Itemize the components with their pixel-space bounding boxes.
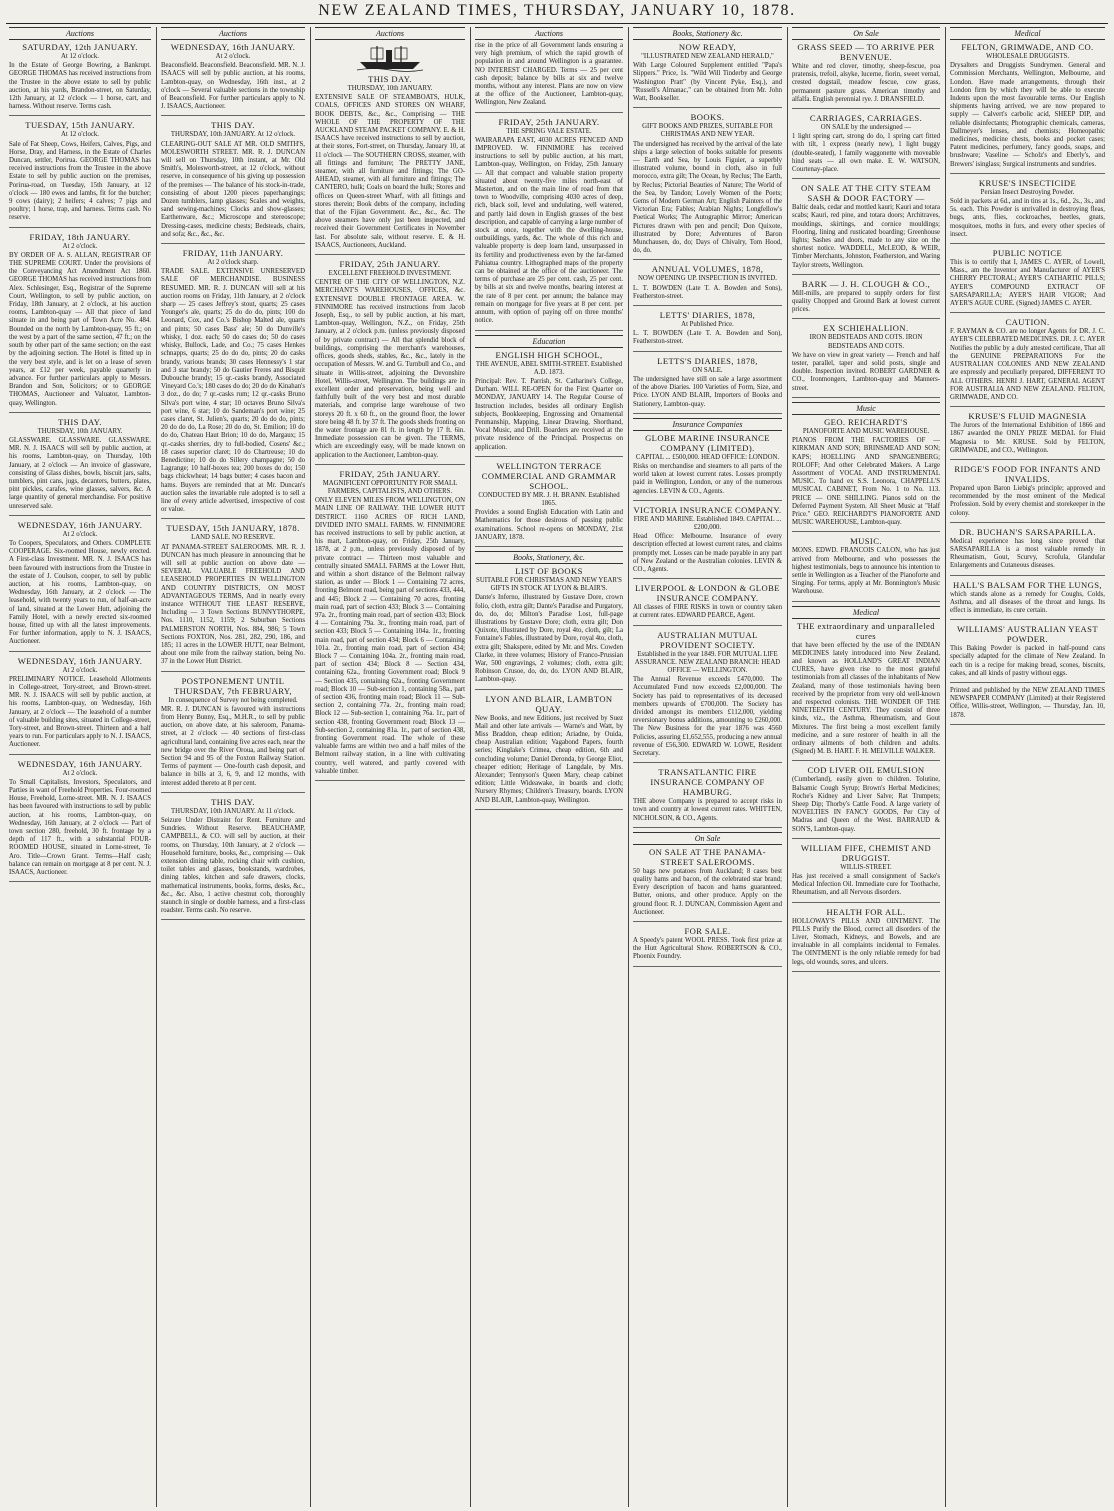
advertisement xyxy=(950,42,1105,174)
advertisement xyxy=(9,759,151,883)
advertisement xyxy=(633,42,782,108)
ad-body: Drysalters and Druggists Sundrymen. General and Commission Merchants, Wellington, Melbourne, and London. Have made arrangements, through their London firm by which they will be able to execute Indents upon the most favourable terms. Our English shipments having arrived, we are now prepared to supply — Calvert's carbolic acid, SHEEP DIP, and reliable disinfectants; Photographic chemicals, cameras, Dallmeyer's lenses, and chemists; Homeopathic medicines, medicine chests, books and pocket cases; Patent medicines, perfumery, fancy goods, soaps, and brushware; Vaseline — Scholz's and Eberly's, and Brewers' isinglass; Surgical instruments and sundries. xyxy=(950,62,1105,168)
masthead-rule xyxy=(6,23,1108,24)
section-header: Insurance Companies xyxy=(633,418,782,431)
ad-title: GEO. REICHARDT'S xyxy=(824,416,908,427)
advertisement xyxy=(475,461,623,547)
ad-title: PUBLIC NOTICE xyxy=(992,248,1063,259)
ad-body: We have on view in great variety — French and half tester, parallel, taper and solid posts, single and double. Inspection invited. ROBERT GARDNER & CO., Ironmongers, Lambton-quay and Manners-street. xyxy=(792,351,940,392)
ad-subtitle: "ILLUSTRATED NEW ZEALAND HERALD," xyxy=(641,53,774,60)
ad-body: (Cumberland), easily given to children. Tolutine, Balsamic Cough Syrup; Brown's Herbal Medicines; Roche's Kidney and Liver Salve; Rat Trumpets; Sheep Dip; Thorby's Cattle Food. A large variety of NOVELTIES IN FANCY GOODS, Per City of Madras and Queen of the West. BARRAUD & SON'S, Lambton-quay. xyxy=(792,776,940,833)
ad-body: Prepared upon Baron Liebig's principle; approved and recommended by the most eminent of the Medical Profession. Sold by every chemist and storekeeper in the colony. xyxy=(950,484,1105,517)
ad-title: ON SALE AT THE CITY STEAM SASH & DOOR FACTORY — xyxy=(801,183,931,204)
ad-body: ONLY ELEVEN MILES FROM WELLINGTON, ON MAIN LINE OF RAILWAY. THE LOWER HUTT DISTRICT. 1160 ACRES OF RICH LAND, DIVIDED INTO SMALL FARMS. W. FINNIMORE has received instructions to sell by public auction, at his mart, Lambton-quay, on Friday, 25th January, 1878, at 2 p.m., unless previously disposed of by private contract — Thirteen most valuable and centrally situated SMALL FARMS at the Lower Hutt, and within a short distance of the Belmont railway station, as under — Block 1 — Containing 72 acres, fronting Belmont road, being part of sections 433, 444, and 445; Block 2 — Containing 70 acres, fronting main road, part of section 433; Block 3 — Containing 97a. 2r., fronting main road, part of section 433; Block 4 — Containing 79a. 3r., fronting main road, part of section 433; Block 5 — Containing 104a. 1r., fronting main road, part of section 434; Block 6 — Containing 101a. 2r., fronting main road, part of section 434; Block 7 — Containing 104a. 2r., fronting main road, part of section 434; Block 8 — Section 434, containing 62a., fronting Government road; Block 9 — Section 435, containing 62a., fronting Government road; Block 10 — Sub-section 1, containing 58a., part of section 436, fronting main road; Block 11 — Sub-section 2, containing 77a. 2r., fronting main road; Block 12 — Sub-section 1, containing 76a. 1r., part of section 438, fronting Government road; Block 13 — Sub-section 2, containing 81a. 1r., part of section 438, fronting Government road. The whole of these valuable farms are within two and a half miles of the Belmont railway station, in a line with cultivating country, well watered, and partly covered with valuable timber. xyxy=(315,497,465,775)
advertisement xyxy=(633,310,782,352)
ad-title: WEDNESDAY, 16th JANUARY. xyxy=(17,655,143,666)
ad-title: BARK — J. H. CLOUGH & CO., xyxy=(801,278,931,289)
ad-title: TUESDAY, 15th JANUARY. xyxy=(25,120,135,131)
section-header: On Sale xyxy=(633,832,782,845)
advertisement xyxy=(792,323,940,397)
advertisement xyxy=(633,630,782,764)
ad-title: WILLIAMS' AUSTRALIAN YEAST POWDER. xyxy=(956,624,1098,645)
column-3 xyxy=(312,27,468,1507)
advertisement xyxy=(161,676,305,793)
ad-body: Medical experience has long since proved that SARSAPARILLA is a most valuable remedy in Rheumatism, Gout, Scurvy, Scrofula, Glandular Enlargements and Cutaneous diseases. xyxy=(950,537,1105,570)
ad-body: Sold in packets at 6d., and in tins at 1s., 6d., 2s., 3s., and 5s. each. This Powder is unrivalled in destroying fleas, bugs, ants, flies, cockroaches, beetles, gnats, mosquitoes, moths in furs, and every other species of insect. xyxy=(950,198,1105,238)
ad-body: L. T. BOWDEN (Late T. A. Bowden and Sons), Featherston-street. xyxy=(633,284,782,300)
ad-body: F. RAYMAN & CO. are no longer Agents for DR. J. C. AYER'S CELEBRATED MEDICINES. DR. J. C. AYER Notifies the public by a duly attested certificate, That all the GENUINE PREPARATIONS For the AUSTRALIAN COLONIES AND NEW ZEALAND are expressly and peculiarly prepared, DIFFERENT TO ALL OTHERS. HENRI J. HART, GENERAL AGENT FOR AUSTRALIA AND NEW ZEALAND. FELTON, GRIMWADE, AND CO. xyxy=(950,328,1105,401)
advertisement xyxy=(633,433,782,501)
ad-body: Baltic deals, cedar and mottled kauri; Kauri and totara scabs; Kauri, red pine, and totara doors; Architraves, mouldings, skirtings, and cornice mouldings; Flooring, lining and rusticated boarding; Greenhouse lights; Sashes and doors, made to any size on the shortest notice. WADDELL, McLEOD, & WEIR, Timber Merchants, Johnston, Featherston, and Waring Taylor streets, Wellington. xyxy=(792,204,940,269)
ad-body: Mill-mills, are prepared to supply orders for first quality Chopped and Ground Bark at lowest current prices. xyxy=(792,289,940,314)
ad-title: EX SCHIEHALLION. xyxy=(823,323,909,334)
ad-body: In the Estate of George Bowring, a Bankrupt. GEORGE THOMAS has received instructions from the Trustee in the above estate to sell by public auction, at his yards, Brandon-street, on Saturday, 12th January, at 12 o'clock — 1 horse, cart, and harness. Without reserve. Terms cash. xyxy=(9,62,151,111)
ad-subtitle: At 2 o'clock. xyxy=(62,530,98,538)
ad-body: Printed and published by the NEW ZEALAND TIMES NEWSPAPER COMPANY (Limited) at their Registered Office, Willis-street, Wellington, — Thursday, Jan. 10, 1878. xyxy=(950,686,1105,719)
ad-subtitle: At 2 o'clock. xyxy=(62,769,98,777)
ad-title: GLOBE MARINE INSURANCE COMPANY (LIMITED). xyxy=(645,432,770,453)
ad-body: Seizure Under Distraint for Rent. Furniture and Sundries. Without Reserve. BEAUCHAMP, CAMPBELL, & CO. will sell by auction, at their rooms, on Thursday, 10th January, at 2 o'clock — Household furniture, books, &c., comprising — Oak extension dining table, rocking chair with cushion, toilet tables and glasses, bookstands, wardrobes, dining tables, kitchen and safe drawers, clocks, mathematical instruments, books, forms, desks, &c., &c., &c. Also, 1 active chestnut cob, thoroughly staunch in single or double harness, and a first-class roadster. Terms cash. No reserve. xyxy=(161,817,305,915)
ad-title: COD LIVER OIL EMULSION xyxy=(807,765,925,776)
section-header: Auctions xyxy=(9,27,151,40)
advertisement xyxy=(315,74,465,255)
ad-body: TRADE SALE. EXTENSIVE UNRESERVED SALE OF MERCHANDISE. BUSINESS RESUMED. MR. R. J. DUNCAN will sell at his auction rooms on Friday, 11th January, at 2 o'clock sharp — 25 cases Jeffrey's stout, quarts; 25 cases Younger's ale, quarts; 25 do do do, pints; 100 do Leonard, Cox, and Co.'s Bishop Malted ale, quarts and pints; 50 cases Bass' ale; 50 do Dunville's whisky, 1 doz. each; 50 do cases do; 50 do cases whisky, Bullock, Lade, and Co.; 75 cases Henkes schnapps, quarts; 25 do do do, pints; 20 do casks brandy, various brands; 30 cases Hennessy's 1 star and 3 star brandy; 50 do Gautier Freres and Bisquit Dubouche brandy; 15 qr.-casks brandy, Associated Vineyard Co.'s; 180 cases do do; 20 do do Kinahan's 3 doz., do do; 7 qr.-casks rum; 12 qr.-casks Bruno Silva's port wine, 4 star; 10 octaves Bruno Silva's port wine, 6 star; 10 do Sandeman's port wine; 25 cases claret, St. Julien's, quarts; 20 do do do, pints; 20 do do do, La Rose; 20 do do, St. Emilion; 10 do do do, Chateau Haut Brion; 10 do do, Margaux; 15 qr.-casks sherries, dry to full-bodied, Cosens' &c.; 18 cases superior claret; 10 do Chartreuse; 10 do Benedictine; 10 do do Sillery champagne; 50 do Lagrange; 10 half-boxes tea; 200 boxes do do; 150 bags chickwheat; 14 bags butter; 4 cases bacon and hams. Buyers are reminded that at Mr. Duncan's auction sales the invariable rule adopted is to sell a line of every article advertised, irrespective of cost or value. xyxy=(161,268,305,514)
ad-subtitle: At 2 o'clock. xyxy=(62,242,98,250)
advertisement xyxy=(792,113,940,179)
ad-title: ENGLISH HIGH SCHOOL, xyxy=(495,349,603,360)
advertisement xyxy=(161,42,305,116)
ad-body: 1 light spring cart, strong do do, 1 spring cart fitted with tilt, 1 express (nearly new), 1 light buggy (double-seated), 1 family waggonette with moveable hind seats — all own make. E. W. WATSON, Courtenay-place. xyxy=(792,133,940,174)
ad-body: EXTENSIVE SALE OF STEAMBOATS, HULK, COALS, OFFICES AND STORES ON WHARF, BOOK DEBTS, &c., &c., Comprising — THE WHOLE OF THE PROPERTY OF THE AUCKLAND STEAM PACKET COMPANY. E. & H. ISAACS have received instructions to sell by auction, at their stores, Fort-street, on Thursday, January 10, at 11 o'clock — The SOUTHERN CROSS, steamer, with all fittings and furniture; The PRETTY JANE, steamer, with all furniture and fittings; The GO-AHEAD, steamer, with all furniture and fittings; The CANTERO, hulk; Coals on board the hulk; Stores and offices on Queen-street Wharf, with all fittings and stores therein; Book debts of the company, including that of the Fijian Government. &c., &c., &c. The above steamers have only just been inspected, and received their Government Certificates in November last. For absolute sale, without reserve. E. & H. ISAACS, Auctioneers, Auckland. xyxy=(315,94,465,249)
column-rule xyxy=(470,27,471,1507)
ad-subtitle: THURSDAY, 10th JANUARY. xyxy=(347,85,433,92)
ad-title: AUSTRALIAN MUTUAL PROVIDENT SOCIETY. xyxy=(657,629,758,650)
ad-body: CENTRE OF THE CITY OF WELLINGTON, N.Z. MERCHANT'S WAREHOUSES, OFFICES, &c. EXTENSIVE DOUBLE FRONTAGE AREA. W. FINNIMORE has received instructions from Jacob Joseph, Esq., to sell by public auction, at his mart, Lambton-quay, Wellington, N.Z., on Friday, 25th January, at 2 o'clock p.m. (unless previously disposed of by private contract) — All that splendid block of buildings, comprising the merchant's warehouses, offices, goods sheds, stables, &c., &c., lately in the occupation of Messrs. W. and G. Turnbull and Co., and situate in Willis-street, adjoining the Devonshire Hotel, Willis-street, Wellington. The buildings are in excellent order and preservation, being well and faithfully built of the very best and most durable materials, and comprise large warehouse of two storeys 20 ft. x 60 ft., on the ground floor, the lower store being 48 ft. by 37 ft. The goods sheds fronting on the water frontage are 81 ft. in length by 17 ft. 6in. Immediate possession can be given. The TERMS, which are exceedingly easy, will be made known on application to the Auctioneer, Lambton-quay. xyxy=(315,279,465,459)
advertisement xyxy=(475,566,623,690)
ad-subtitle: THURSDAY, 10th JANUARY. xyxy=(37,427,123,435)
ad-title: CAUTION. xyxy=(1005,317,1050,328)
ad-subtitle: At 2 o'clock sharp. xyxy=(207,259,259,267)
advertisement xyxy=(950,411,1105,460)
ad-body: The undersigned have still on sale a large assortment of the above Diaries. 100 Varieties of Form, Size, and Price. LYON AND BLAIR, Importers of Books and Stationery, Lambton-quay. xyxy=(633,375,782,408)
ad-title: LIVERPOOL & LONDON & GLOBE INSURANCE COMPANY. xyxy=(635,583,780,604)
ad-body: New Books, and new Editions, just received by Suez Mail and other late arrivals — Warne's and Watt, by Miss Braddon, cheap edition; Ariadne, by Ouida, cheap Australian edition; Vagabond Papers, fourth series; Kinglake's Crimea, cheap edition, 6th and concluding volume; Daniel Deronda, by George Eliot, cheaper edition; Heritage of Langdale, by Mrs. Alexander; Tennyson's Queen Mary, cheap cabinet edition; Little Wideawake, in boards and cloth; Nursery Rhymes; Children's Treasury, boards. LYON AND BLAIR, Lambton-quay, Wellington. xyxy=(475,714,623,804)
ad-title: LETTS'S DIARIES, 1878, xyxy=(657,355,758,366)
ad-body: MONS. EDWD. FRANCOIS CALON, who has just arrived from Melbourne, and who possesses the highest testimonials, begs to announce his intention to settle in Wellington as a Teacher of the Pianoforte and Singing. For terms, apply at Mr. Bonnington's Music Warehouse. xyxy=(792,547,940,596)
ad-body: which stands alone as a remedy for Coughs, Colds, Asthma, and all diseases of the throat and lungs. Its effect is immediate, its cure certain. xyxy=(950,590,1105,614)
column-2 xyxy=(158,27,308,1507)
column-1 xyxy=(6,27,154,1507)
ad-subtitle: In consequence of Survey not being completed. xyxy=(168,696,298,704)
ad-body: WAIRARAPA EAST, 4030 ACRES FENCED AND IMPROVED. W. FINNIMORE has received instructions to sell by public auction, at his mart, Lambton-quay, Wellington, on Friday, 25th January — All that compact and valuable station property situated about twenty-five miles north-east of Masterton, and on the main line of road from that town to Woodville, comprising 4030 acres of deep, rich, black soil, level and undulating, well watered, and partly laid down in English grasses of the best description, and capable of carrying a large number of stock at once, together with the dwelling-house, outbuildings, yards, &c. The whole of this rich and valuable property is deep loam land, unsurpassed in its fertility and productiveness even by the far-famed Pahiatua country. Lithographed maps of the property can be obtained at the office of the auctioneer. The terms of purchase are 25 per cent. cash, 25 per cent. by bills at six and twelve months, bearing interest at the rate of 8 per cent. per annum; the balance may remain on mortgage for five years at 8 per cent. per annum, with option of paying off on three months' notice. xyxy=(475,136,623,325)
advertisement xyxy=(161,120,305,244)
advertisement xyxy=(633,112,782,260)
ad-title: CARRIAGES, CARRIAGES. xyxy=(809,113,923,124)
advertisement xyxy=(792,417,940,532)
ad-title: FELTON, GRIMWADE, AND CO. xyxy=(961,42,1094,52)
column-5 xyxy=(630,27,785,1507)
ad-title: WEDNESDAY, 16th JANUARY. xyxy=(17,519,143,530)
ad-body: This Baking Powder is packed in half-pound cans specially adapted for the climate of New Zealand. In each tin is a recipe for making bread, scones, biscuits, cakes, and all kinds of pastry without eggs. xyxy=(950,645,1105,677)
ad-body: A Speedy's patent WOOL PRESS. Took first prize at the Hutt Agricultural Show. ROBERTSON & CO., Phoenix Foundry. xyxy=(633,937,782,961)
advertisement xyxy=(161,248,305,519)
advertisement xyxy=(792,536,940,601)
ad-title: LIST OF BOOKS xyxy=(515,565,583,576)
ad-title: DR. BUCHAN'S SARSAPARILLA. xyxy=(959,526,1096,537)
advertisement xyxy=(792,279,940,320)
advertisement xyxy=(9,232,151,413)
ad-title: WILLIAM FIFE, CHEMIST AND DRUGGIST. xyxy=(800,842,932,863)
advertisement xyxy=(792,765,940,838)
ad-title: HEALTH FOR ALL. xyxy=(826,906,906,917)
ad-title: LETTS' DIARIES, 1878, xyxy=(659,310,756,321)
advertisement xyxy=(633,926,782,967)
advertisement xyxy=(161,523,305,671)
ad-subtitle: CAPITAL ... £500,000. HEAD OFFICE: LONDON. xyxy=(635,453,780,461)
ad-title: LYON AND BLAIR, LAMBTON QUAY. xyxy=(485,693,613,714)
advertisement xyxy=(9,417,151,516)
ad-subtitle: EXCELLENT FREEHOLD INVESTMENT. xyxy=(328,270,452,278)
ad-subtitle: THURSDAY, 10th JANUARY. At 11 o'clock. xyxy=(171,807,295,815)
ad-body: Beaconsfield. Beaconsfield. Beaconsfield. MR. N. J. ISAACS will sell by public auction, at his rooms, Lambton-quay, on Wednesday, 16th inst., at 2 o'clock — Several valuable sections in the township of Beaconsfield. For further particulars apply to N. J. ISAACS, Auctioneer. xyxy=(161,62,305,111)
ad-title: VICTORIA INSURANCE COMPANY. xyxy=(633,504,782,515)
ad-title: FRIDAY, 25th JANUARY. xyxy=(339,468,441,479)
ad-title: ON SALE AT THE PANAMA-STREET SALEROOMS. xyxy=(648,846,767,867)
ad-subtitle: At 12 o'clock. xyxy=(60,53,100,60)
ad-title: THIS DAY. xyxy=(368,74,412,84)
column-7 xyxy=(947,27,1108,1507)
advertisement xyxy=(315,259,465,465)
advertisement xyxy=(950,178,1105,244)
section-header: Auctions xyxy=(475,27,623,40)
ad-subtitle: PIANOFORTE AND MUSIC WAREHOUSE. xyxy=(802,427,930,435)
column-4 xyxy=(472,27,626,1507)
ad-title: FRIDAY, 18th JANUARY. xyxy=(29,231,131,242)
advertisement xyxy=(9,520,151,652)
ad-subtitle: At 2 o'clock. xyxy=(62,666,98,674)
ad-title: SATURDAY, 12th JANUARY. xyxy=(22,42,138,52)
ad-body: 50 bags new potatoes from Auckland; 8 cases best quality hams and bacon, of the celebrated star brand; Every description of bacon and hams guaranteed. Butter, onions, and other produce. Apply on the ground floor. R. J. DUNCAN, Commission Agent and Auctioneer. xyxy=(633,867,782,916)
ad-body: HOLLOWAY'S PILLS AND OINTMENT. The PILLS Purify the Blood, correct all disorders of the Liver, Stomach, Kidneys, and Bowels, and are invaluable in all complaints incidental to Females. The OINTMENT is the only reliable remedy for bad legs, old wounds, sores, and ulcers. xyxy=(792,917,940,966)
ad-subtitle: At 12 o'clock. xyxy=(60,131,100,139)
ad-body: GLASSWARE. GLASSWARE. GLASSWARE. MR. N. J. ISAACS will sell by public auction, at his rooms, Lambton-quay, on Thursday, 10th January, at 2 o'clock — An invoice of glassware, consisting of Glass dishes, bowls, biscuit jars, salts, tumblers, pint cans, jugs, decanters, butters, plates, pint pickles, carafes, wine glasses, salvers, &c. A large quantity of general merchandise. For positive unreserved sale. xyxy=(9,436,151,510)
advertisement xyxy=(9,42,151,116)
advertisement xyxy=(633,356,782,414)
ad-title: KRUSE'S FLUID MAGNESIA xyxy=(968,411,1087,422)
advertisement xyxy=(475,42,623,113)
ad-body: that have been effected by the use of the INDIAN MEDICINES lately introduced into New Zealand, and known as HOLLAND'S GREAT INDIAN CURES, have given rise to the most grateful testimonials from all classes of the inhabitants of New Zealand, many of those testimonials having been received by the proprietor from very old well-known and respected colonists. THE WONDER OF THE NINETEENTH CENTURY. They consist of three kinds, viz., the Asthma, Rheumatism, and Gout Mixtures. The first being a most excellent family medicine, and a sure restorer of health in all the ordinary ailments of both children and adults. (Signed) M. B. HART. F. H. MELVILLE WALKER. xyxy=(792,641,940,756)
ad-body: Sale of Fat Sheep, Cows, Heifers, Calves, Pigs, and Horse, Dray, and Harness, in the Estate of Charles Duncan, settler, Porirua. GEORGE THOMAS has received instructions from the Trustee in the above Estate to sell by public auction on the premises, Porirua-road, on Tuesday, 15th January, at 12 o'clock — 180 ewes and lambs, fit for the butcher; 9 cows (dairy); 2 heifers; 4 calves; 7 pigs and poultry; 1 horse, trap, and harness. Terms cash. No reserve. xyxy=(9,140,151,222)
ad-title: NOW READY, xyxy=(678,42,737,52)
ad-body: CLEARING-OUT SALE AT MR. OLD SMITH'S, MOLESWORTH STREET. MR. R. J. DUNCAN will sell on Thursday, 10th instant, at Mr. Old Smith's, Molesworth-street, at 12 o'clock, without reserve, in consequence of his giving up possession of the premises — The balance of his stock-in-trade, consisting of about 1200 pieces paperhangings; Dozen tumblers, lamp glasses; Scales and weights, sand sewing-machines; Clocks and show-glasses; Earthenware, &c.; Microscope and stereoscope; Dressing-cases, medicine chests; Bedsteads, chairs, and sofa; &c., &c., &c. xyxy=(161,140,305,238)
section-header: Medical xyxy=(792,606,940,619)
advertisement xyxy=(475,694,623,810)
ad-body: Has just received a small consignment of Sacke's Medical Infection Oil. Immediate cure for Toothache, Rheumatism, and all Nervous disorders. xyxy=(792,873,940,897)
ad-subtitle: NOW OPENING UP. INSPECTION IS INVITED. xyxy=(637,275,778,283)
advertisement xyxy=(950,580,1105,621)
advertisement xyxy=(792,907,940,972)
ad-body: PIANOS FROM THE FACTORIES OF — KIRKMAN AND SON; BRINSMEAD AND SON; KAPS; HOELLING AND SPANGENBERG; ROLOFF; And other Celebrated Makers. A Large Assortment of VOCAL AND INSTRUMENTAL MUSIC. To hand ex S.S. Leonora, CHAPPELL'S MUSICAL CABINET, From No. 1 to No. 113. PRICE — ONE SHILLING. Pianos sold on the Deferred Payment System. All Sheet Music at "Half Price." GEO. REICHARDT'S PIANOFORTE AND MUSIC WAREHOUSE, Lambton-quay. xyxy=(792,437,940,527)
advertisement xyxy=(792,621,940,762)
ad-body: The undersigned has received by the arrival of the late ships a large selection of books suitable for presents — Earth and Sea, by Louis Figuier, a superbly illustrated volume, bound in cloth, also in full morocco, extra gilt; The Ocean, by Reclus; The Earth, by Reclus; Pictorial Beauties of Nature; The World of the Sea, by Tandon; Lovely Women of the Poets; Gems of Modern German Art; English Painters of the Victorian Era; Fables; Arabian Nights; Longfellow's Poetical Works; The Autographic Mirror; American Pictures drawn with pen and pencil; Don Quixote, illustrated by Dore; Adventures of Baron Munchausen, do, do; Days of Chivalry, Tom Hood, do, do. xyxy=(633,140,782,255)
ad-body: All classes of FIRE RISKS in town or country taken at current rates. EDWARD PEARCE, Agent. xyxy=(633,604,782,620)
ad-body: BY ORDER OF A. S. ALLAN, REGISTRAR OF THE SUPREME COURT. Under the provisions of the Conveyancing Act Amendment Act 1860. GEORGE THOMAS has received instructions from Alex. Schlesinger, Esq., Registrar of the Supreme Court, Wellington, to sell by public auction, on Friday, 18th January, at 2 o'clock, at his auction rooms, Lambton-quay — All that piece of land situate in and being part of Town Acre No. 484. Bounded on the north by Lambton-quay, 95 ft.; on the west by a part of the same section, 47 ft.; on the south by other part of the same section; on the east by the adjoining section. The Hotel is fitted up in the very best style, and is let on a lease of seven years, at £12 per week, payable quarterly in advance. For further particulars apply to Messrs. Brandon and Son, Solicitors; or to GEORGE THOMAS, Auctioneer and Valuator, Lambton-quay, Wellington. xyxy=(9,251,151,407)
ad-subtitle: THE AVENUE, ABEL SMITH-STREET. Established A.D. 1873. xyxy=(475,360,623,376)
ad-title: TRANSATLANTIC FIRE INSURANCE COMPANY OF HAMBURG. xyxy=(650,767,765,798)
advertisement xyxy=(950,464,1105,523)
ad-title: MUSIC. xyxy=(850,536,882,547)
column-rule xyxy=(945,27,946,1507)
column-rule xyxy=(156,27,157,1507)
ad-subtitle: THURSDAY, 10th JANUARY. At 12 o'clock. xyxy=(170,131,296,139)
ad-subtitle: WHOLESALE DRUGGISTS. xyxy=(985,53,1070,60)
section-header: On Sale xyxy=(792,27,940,40)
ad-subtitle: ON SALE by the undersigned — xyxy=(820,124,912,132)
ad-subtitle: At Published Price. xyxy=(681,321,734,329)
ad-title: FRIDAY, 25th JANUARY. xyxy=(339,259,441,270)
advertisement xyxy=(950,687,1105,725)
ad-body: AT PANAMA-STREET SALEROOMS. MR. R. J. DUNCAN has much pleasure in announcing that he will sell at public auction on above date — SEVERAL VALUABLE FREEHOLD AND LEASEHOLD PROPERTIES IN WELLINGTON AND COUNTRY DISTRICTS, ON MOST ADVANTAGEOUS TERMS, And in nearly every instance WITHOUT THE LEAST RESERVE, Including — 3 Town Sections BUNNYTHORPE, Nos. 1110, 1152, 1159; 2 Suburban Sections PALMERSTON NORTH, Nos. 884, 986; 5 Town Sections FOXTON, Nos. 281, 282, 290, 186, and 185; 11 acres in the LOWER HUTT, near Belmont, about one mile from the railway station, being No. 37 in the Lower Hutt District. xyxy=(161,543,305,666)
section-header: Auctions xyxy=(161,27,305,40)
ad-subtitle: ON SALE. xyxy=(692,366,723,374)
advertisement xyxy=(161,797,305,921)
advertisement xyxy=(950,527,1105,576)
ad-title: WEDNESDAY, 16th JANUARY. xyxy=(17,758,143,769)
advertisement xyxy=(9,120,151,227)
ad-title: POSTPONEMENT UNTIL THURSDAY, 7th FEBRUARY, xyxy=(174,675,292,696)
ad-title: FOR SALE. xyxy=(684,926,731,937)
ad-title: TUESDAY, 15th JANUARY, 1878. xyxy=(166,523,300,534)
advertisement xyxy=(792,42,940,109)
ad-body: Provides a sound English Education with Latin and Mathematics for those desirous of passing public examinations. School re-opens on MONDAY, 21st JANUARY, 1878. xyxy=(475,509,623,541)
steamship-illustration xyxy=(355,42,425,72)
ad-title: BOOKS. xyxy=(690,112,725,123)
ad-subtitle: SUITABLE FOR CHRISTMAS AND NEW YEAR'S GIFTS IN STOCK AT LYON & BLAIR'S. xyxy=(476,576,622,593)
ad-title: WELLINGTON TERRACE COMMERCIAL AND GRAMMAR SCHOOL. xyxy=(481,460,617,491)
ad-subtitle: THE SPRING VALE ESTATE. xyxy=(506,127,592,135)
ad-subtitle: MAGNIFICENT OPPORTUNITY FOR SMALL FARMERS, CAPITALISTS, AND OTHERS. xyxy=(322,479,458,495)
ad-title: THIS DAY. xyxy=(211,120,255,131)
ad-body: The Jurors of the International Exhibition of 1866 and 1867 awarded the ONLY PRIZE MEDAL for Fluid Magnesia to Mr. KRUSE. Sold by FELTON, GRIMWADE, and CO., Wellington. xyxy=(950,422,1105,454)
ad-body: PRELIMINARY NOTICE. Leasehold Allotments in College-street, Tory-street, and Brown-street. MR. N. J. ISAACS will sell by public auction, at his rooms, Lambton-quay, on Wednesday, 16th January, at 2 o'clock — The leasehold of a number of valuable building sites, situated in College-street, Tory-street, and Brown-street. Thirteen and a half years to run. For particulars apply to N. J. ISAACS, Auctioneer. xyxy=(9,675,151,749)
ad-title: THE extraordinary and unparalleled cures xyxy=(797,620,935,641)
ad-body: THE above Company is prepared to accept risks in town and country at lowest current rates. WHITTEN, NICHOLSON, & CO., Agents. xyxy=(633,798,782,822)
ad-subtitle: At 2 o'clock. xyxy=(215,53,251,60)
section-header: Books, Stationery, &c. xyxy=(475,551,623,564)
advertisement xyxy=(475,350,623,457)
ad-body: Principal: Rev. T. Parrish, St. Catharine's College, Durham. WILL RE-OPEN for the First Quarter on MONDAY, JANUARY 14. The Regular Course of Instruction includes, besides all ordinary English subjects, Bookkeeping, Engrossing and Ornamental Penmanship, Mapping, Linear Drawing, Shorthand, Vocal Music, and Drill. Boarders are received at the private residence of the Principal. Prospectus on application. xyxy=(475,377,623,451)
ad-subtitle: IRON BEDSTEADS AND COTS. IRON BEDSTEADS AND COTS. xyxy=(809,334,923,350)
advertisement xyxy=(633,505,782,579)
ad-title: KRUSE'S INSECTICIDE xyxy=(978,177,1077,188)
advertisement xyxy=(792,183,940,275)
ad-subtitle: Established in the year 1849. FOR MUTUAL LIFE ASSURANCE. NEW ZEALAND BRANCH: HEAD OFFICE — WELLINGTON. xyxy=(634,650,781,674)
column-rule xyxy=(787,27,788,1507)
ad-title: HALL'S BALSAM FOR THE LUNGS, xyxy=(953,579,1102,590)
ad-body: To Coopers, Speculators, and Others. COMPLETE COOPERAGE. Six-roomed House, newly erected. A First-class Investment. MR. N. J. ISAACS has been favoured with instructions from the Trustee in the estate of J. Coulson, cooper, to sell by public auction, at his rooms, Lambton-quay, on Wednesday, 16th January, at 2 o'clock — The leasehold, with twenty years to run, of half-an-acre of land, situated at the Lower Hutt, adjoining the Family Hotel, with a newly erected six-roomed house, fitted up with all the latest improvements. For further information, apply to N. J. ISAACS, Auctioneer. xyxy=(9,539,151,646)
ad-body: Head Office: Melbourne. Insurance of every description effected at lowest current rates, and claims promptly met. Losses can be made payable in any part of New Zealand or the Australian colonies. LEVIN & CO., Agents. xyxy=(633,533,782,573)
column-rule xyxy=(310,27,311,1507)
advertisement xyxy=(633,847,782,922)
ad-title: WEDNESDAY, 16th JANUARY. xyxy=(170,42,296,52)
ad-body: The Annual Revenue exceeds £470,000. The Accumulated Fund now exceeds £2,000,000. The Society has paid to representatives of its deceased members upwards of £700,000. The Society has divided amongst its members £112,000, yielding reversionary bonus additions, amounting to £260,000. The New Business for the year 1876 was 4560 Policies, assuring £1,652,555, producing a new annual revenue of £56,300. EDWARD W. LOWE, Resident Secretary. xyxy=(633,676,782,757)
advertisement xyxy=(315,469,465,781)
ad-body: rise in the price of all Government lands ensuring a very high premium, of which the rapid growth of population in and around Wellington is a guarantee. NO INTEREST CHARGED. Terms — 25 per cent cash deposit; balance by bills at six and twelve months, without any interest. Plans are now on view at the office of the Auctioneer, Lambton-quay, Wellington, New Zealand. xyxy=(475,42,623,107)
ad-subtitle: FIRE AND MARINE. Established 1849. CAPITAL ... £200,000. xyxy=(633,515,782,531)
ad-title: RIDGE'S FOOD FOR INFANTS AND INVALIDS. xyxy=(954,463,1101,484)
advertisement xyxy=(950,624,1105,683)
ad-subtitle: CONDUCTED BY MR. J. H. BRANN. Established 1865. xyxy=(478,491,620,507)
ad-body: With Large Coloured Supplement entitled "Papa's Slippers." Price, 1s. "Wild Will Tinderby and George Washington Pratt" (by Vincent Pyke, Esq.), and "Russell's Almanac," can be obtained from Mr. John Watt, Bookseller. xyxy=(633,62,782,103)
advertisement xyxy=(633,767,782,828)
ad-body: This is to certify that I, JAMES C. AYER, of Lowell, Mass., am the Inventor and Manufacturer of AYER'S CHERRY PECTORAL; AYER'S CATHARTIC PILLS; AYER'S COMPOUND EXTRACT OF SARSAPARILLA; AYER'S HAIR VIGOR; And AYER'S AGUE CURE. (Signed) JAMES C. AYER. xyxy=(950,259,1105,308)
section-header: Medical xyxy=(950,27,1105,40)
ad-body: L. T. BOWDEN (Late T. A. Bowden and Son), Featherston-street. xyxy=(633,330,782,346)
advertisement xyxy=(950,248,1105,313)
ad-subtitle: GIFT BOOKS AND PRIZES, SUITABLE FOR CHRISTMAS AND NEW YEAR. xyxy=(642,123,773,139)
masthead: NEW ZEALAND TIMES, THURSDAY, JANUARY 10, 1878. xyxy=(318,2,796,19)
section-header: Education xyxy=(475,335,623,348)
ad-subtitle: WILLIS-STREET. xyxy=(840,863,892,871)
ad-body: White and red clover, timothy, sheep-fescue, poa pratensis, trefoil, alsyke, lucerne, fiorin, sweet vernal, crested dogstail, meadow fescue, cow grass, permanent pasture grass. American timothy and alfalfa. English perennial rye. J. DRANSFIELD. xyxy=(792,63,940,103)
advertisement xyxy=(633,583,782,625)
advertisement xyxy=(792,843,940,903)
ad-title: FRIDAY, 11th JANUARY. xyxy=(182,248,284,259)
section-header: Music xyxy=(792,402,940,415)
advertisement xyxy=(9,656,151,755)
ad-title: FRIDAY, 25th JANUARY. xyxy=(498,116,600,127)
ad-title: GRASS SEED — TO ARRIVE PER BENVENUE. xyxy=(797,42,935,62)
ad-body: MR. R. J. DUNCAN is favoured with instructions from Henry Bunny, Esq., M.H.R., to sell by public auction, on above date, at his saleroom, Panama-street, at 2 o'clock — 40 sections of first-class agricultural land, containing five acres each, near the new bridge over the River Oroua, and being part of Section 94 and 95 of the Foxton Railway Station. Terms of payment — One-fourth cash deposit, and balance in bills at 3, 6, 9, and 12 months, with interest added thereto at 8 per cent. xyxy=(161,705,305,787)
advertisement xyxy=(633,264,782,306)
column-6 xyxy=(789,27,943,1507)
advertisement xyxy=(475,117,623,331)
advertisement xyxy=(950,317,1105,407)
section-header: Books, Stationery &c. xyxy=(633,27,782,40)
ad-title: THIS DAY. xyxy=(211,796,255,807)
column-rule xyxy=(628,27,629,1507)
ad-subtitle: LAND SALE. NO RESERVE. xyxy=(191,534,275,542)
ad-body: To Small Capitalists, Investors, Speculators, and Parties in want of Freehold Properties. Four-roomed House, Freehold, Lorne-street. MR. N. J. ISAACS has been favoured with instructions to sell by public auction, at his rooms, Lambton-quay, on Wednesday, 16th January, at 2 o'clock — Part of town section 280, freehold, 30 ft. frontage by a depth of 117 ft., with a substantial FOUR-ROOMED HOUSE, situated in Lorne-street, Te Aro. Title—Crown Grant. Terms—Half cash; balance can remain on mortgage at 8 per cent. N. J. ISAACS, Auctioneer. xyxy=(9,778,152,877)
ad-body: Dante's Inferno, illustrated by Gustave Dore, crown folio, cloth, extra gilt; Dante's Paradise and Purgatory, do, do, do; Milton's Paradise Lost, full-page illustrations by Gustave Dore; cloth, extra gilt; Don Quixote, illustrated by Dore, royal 4to, cloth, gilt; La Fontaine's Fables, illustrated by Dore, royal 4to, cloth, extra gilt; Shakspere, edited by Mr. and Mrs. Cowden Clarke, in three volumes; History of Franco-Prussian War, 500 engravings, 2 volumes; cloth, extra gilt; Robinson Crusoe, do, do, do. LYON AND BLAIR, Lambton-quay. xyxy=(475,594,623,684)
ad-subtitle: Persian Insect Destroying Powder. xyxy=(980,188,1075,196)
ad-title: THIS DAY. xyxy=(58,416,102,427)
ad-title: ANNUAL VOLUMES, 1878, xyxy=(651,264,764,275)
ad-body: Risks on merchandise and steamers to all parts of the world taken at lowest current rates. Losses promptly paid in Wellington, London, or any of the numerous agencies. LEVIN & CO., Agents. xyxy=(633,462,782,495)
section-header: Auctions xyxy=(315,27,465,40)
